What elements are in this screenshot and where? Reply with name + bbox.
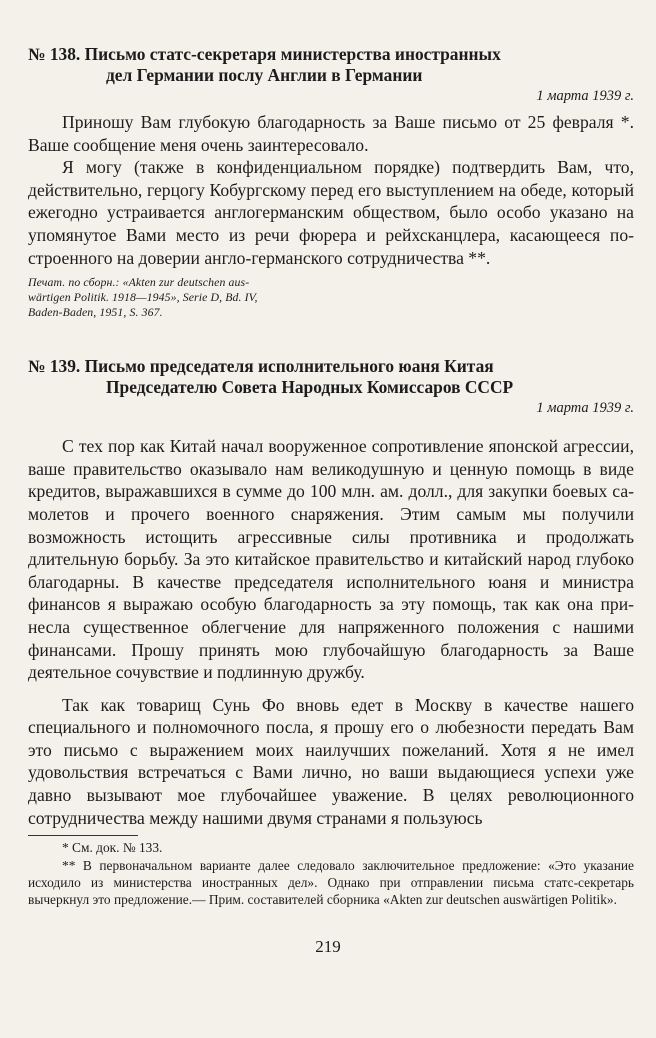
source-line: Печат. по сборн.: «Akten zur deutschen aus- [28, 275, 250, 290]
footnote-divider [28, 835, 138, 836]
page-number: 219 [315, 937, 341, 956]
document-138-date: 1 марта 1939 г. [536, 88, 634, 104]
document-139-date: 1 марта 1939 г. [536, 400, 634, 417]
document-138-paragraph-2: Я могу (также в конфиденциальном порядке) подтвердить Вам, что, действительно, герцогу Кобургскому перед его выступлением на обеде, который ежегодно устраивается англогерманским обществом, было особо указано на упомянутое Вами место из речи фюрера и рейхсканцлера, касающееся построенного на доверии англо-германского сотрудничества **. [28, 157, 634, 268]
document-page [28, 44, 634, 909]
document-138-title-line1: Письмо статс-секретаря министерства иностранных [84, 44, 501, 64]
footnote-2: ** В первоначальном варианте далее следовало заключительное предложение: «Это указание исходило из министерства иностранных дел». Однако при отправлении письма статс-секретарь вычеркнул это предложение.— Прим. составителей сборника «Akten zur deutschen auswärtigen Politik». [28, 857, 634, 908]
document-139-title [28, 356, 634, 398]
document-138-number: № 138. [28, 44, 81, 64]
document-139-paragraph-2: Так как товарищ Сунь Фо вновь едет в Москву в качестве нашего специального и полномочного посла, я прошу его о любезности передать Вам это письмо с выражением моих наилучших пожеланий. Хотя я не имел удовольствия встречаться с Вами лично, но ваши выдающиеся успехи уже давно вызывают мое глубочайшее уважение. В целях революционного сотрудничества между нашими двумя странами я пользуюсь [28, 694, 634, 828]
document-139-paragraph-1: С тех пор как Китай начал вооруженное сопротивление японской агрессии, ваше правительство оказывало нам великодушную и ценную помощь в виде кредитов, выражавшихся в сумме до 100 млн. ам. долл., для закупки боевых самолетов и прочего военного снаряжения. Этим самым мы получили возможность истощить агрессивные силы противника и продолжать длительную борьбу. За это китайское правительство и китайский народ глубоко благодарны. В качестве председателя исполнительного юаня и министра финансов я выражаю особую благодарность за эту помощь, так как она принесла существенное облегчение для напряженного положения с нашими финансами. Прошу принять мою глубочайшую благодарность за Ваше деятельное сочувствие и подлинную дружбу. [28, 436, 634, 683]
footnotes [28, 835, 634, 909]
document-139 [28, 356, 634, 829]
source-line: Baden-Baden, 1951, S. 367. [28, 305, 163, 320]
document-139-number: № 139. [28, 356, 81, 377]
document-139-title-line1: Письмо председателя исполнительного юаня Китая [84, 356, 494, 377]
document-139-title-line2: Председателю Совета Народных Комиссаров СССР [106, 377, 514, 398]
footnote-1: * См. док. № 133. [62, 840, 163, 856]
source-line: wärtigen Politik. 1918—1945», Serie D, Bd. IV, [28, 290, 258, 305]
document-138-paragraph-1: Приношу Вам глубокую благодарность за Ваше письмо от 25 февраля *. Ваше сообщение меня очень заинтересовало. [28, 112, 634, 155]
document-138-title-line2: дел Германии послу Англии в Германии [106, 65, 423, 85]
document-138-source [28, 275, 634, 320]
document-138 [28, 44, 634, 320]
document-138-title [28, 44, 634, 86]
